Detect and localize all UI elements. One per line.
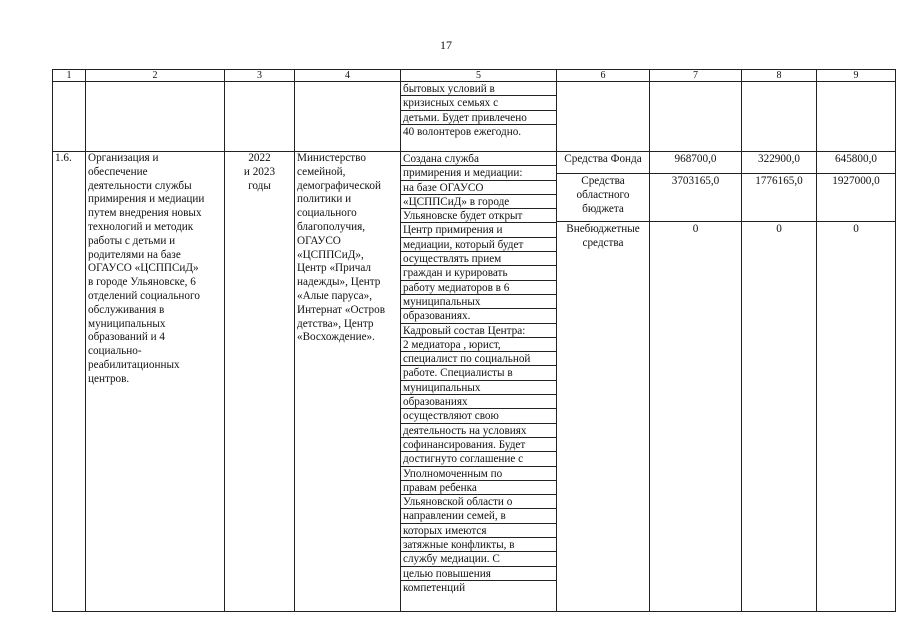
funding-value: 3703165,0 (650, 174, 741, 222)
funding-total (650, 152, 742, 612)
expected-results (401, 152, 557, 612)
funding-value: 0 (853, 223, 859, 235)
description-line: Ульяновской области о (401, 495, 556, 509)
empty-cell (225, 82, 295, 152)
program-table (52, 69, 896, 612)
measure-name-line: путем внедрения новых (88, 207, 202, 220)
description-line: затяжные конфликты, в (401, 538, 556, 552)
description-line: которых имеются (401, 524, 556, 538)
funding-2022 (742, 152, 817, 612)
description-line: работу медиаторов в 6 (401, 281, 556, 295)
measure-name-line: социально- (88, 345, 142, 358)
measure-name-line: обслуживания в (88, 303, 165, 316)
table-row (53, 152, 896, 612)
measure-name-line: ОГАУСО «ЦСППСиД» (88, 262, 199, 275)
description-line: медиации, который будет (401, 238, 556, 252)
measure-name-line: центров. (88, 372, 130, 385)
header-cell: 8 (742, 70, 817, 82)
header-cell: 6 (557, 70, 650, 82)
description-line: службу медиации. С (401, 552, 556, 566)
description-line: специалист по социальной (401, 352, 556, 366)
empty-cell (650, 82, 742, 152)
funding-value: 1927000,0 (817, 174, 895, 222)
executor-line: Министерство (297, 152, 366, 164)
description-line: 2 медиатора , юрист, (401, 338, 556, 352)
funding-value: 0 (692, 223, 699, 235)
description-line: детьми. Будет привлечено (401, 111, 556, 125)
header-cell: 5 (401, 70, 557, 82)
description-line: осуществлять прием (401, 252, 556, 266)
empty-cell (295, 82, 401, 152)
funding-value: 968700,0 (650, 152, 741, 174)
header-row (53, 70, 896, 82)
funding-sources (557, 152, 650, 612)
executor-line: «Алые паруса», (297, 289, 372, 302)
measure-name-line: Организация и (88, 152, 159, 164)
continuation-description (401, 82, 557, 152)
description-line: примирения и медиации: (401, 166, 556, 180)
period-line: 2022 (248, 152, 271, 164)
empty-cell (557, 82, 650, 152)
page-number: 17 (440, 38, 452, 52)
description-line: бытовых условий в (401, 82, 556, 96)
executor-line: «Восхождение». (297, 331, 375, 344)
executor-line: «ЦСППСиД», (297, 248, 364, 261)
description-line: Создана служба (401, 152, 556, 166)
measure-name-line: технологий и методик (88, 220, 194, 233)
description-line: образованиях (401, 395, 556, 409)
executor-line: ОГАУСО (297, 234, 341, 247)
description-line: Ульяновске будет открыт (401, 209, 556, 223)
empty-cell (86, 82, 225, 152)
funding-source: Средства Фонда (557, 152, 649, 174)
description-line: целью повышения (401, 567, 556, 581)
funding-source: Средства областного бюджета (557, 174, 649, 222)
executor-line: Центр «Причал (297, 262, 371, 275)
measure-name-line: родителями на базе (88, 248, 181, 261)
funding-value: 645800,0 (817, 152, 895, 174)
executors (295, 152, 401, 612)
measure-name-line: в городе Ульяновске, 6 (88, 276, 196, 289)
measure-name-line: образований и 4 (88, 331, 166, 344)
description-line: образованиях. (401, 309, 556, 323)
executor-line: Интернат «Остров (297, 303, 385, 316)
empty-cell (742, 82, 817, 152)
description-line: «ЦСППСиД» в городе (401, 195, 556, 209)
row-number: 1.6. (53, 152, 86, 612)
funding-source: Внебюджетные средства (566, 223, 640, 249)
funding-value: 322900,0 (742, 152, 816, 174)
measure-name-line: примирения и медиации (88, 193, 205, 206)
executor-line: благополучия, (297, 220, 366, 233)
executor-line: политики и (297, 193, 352, 206)
measure-name-line: обеспечение (88, 165, 148, 178)
header-cell: 3 (225, 70, 295, 82)
funding-value: 0 (776, 223, 782, 235)
period (225, 152, 295, 612)
description-line: Кадровый состав Центра: (401, 324, 556, 338)
measure-name-line: муниципальных (88, 317, 166, 330)
executor-line: детства», Центр (297, 317, 374, 330)
description-line: кризисных семьях с (401, 96, 556, 110)
empty-cell (817, 82, 896, 152)
period-line: и 2023 (243, 165, 276, 178)
header-cell: 9 (817, 70, 896, 82)
description-line: осуществляют свою (401, 409, 556, 423)
description-line: правам ребенка (401, 481, 556, 495)
description-line: деятельность на условиях (401, 424, 556, 438)
description-line: Центр примирения и (401, 223, 556, 237)
description-line: муниципальных (401, 295, 556, 309)
measure-name (86, 152, 225, 612)
measure-name-line: реабилитационных (88, 358, 180, 371)
description-line: работе. Специалисты в (401, 366, 556, 380)
measure-name-line: работы с детьми и (88, 234, 176, 247)
measure-name-line: деятельности службы (88, 179, 192, 192)
description-line: муниципальных (401, 381, 556, 395)
description-line: Уполномоченным по (401, 467, 556, 481)
description-line: компетенций (403, 581, 466, 594)
funding-2023 (817, 152, 896, 612)
description-line: граждан и курировать (401, 266, 556, 280)
header-cell: 2 (86, 70, 225, 82)
description-line: 40 волонтеров ежегодно. (403, 125, 522, 138)
executor-line: социального (297, 207, 357, 220)
period-line: годы (248, 179, 271, 192)
description-line: софинансирования. Будет (401, 438, 556, 452)
header-cell: 1 (53, 70, 86, 82)
description-line: направлении семей, в (401, 509, 556, 523)
continuation-row (53, 82, 896, 152)
description-line: достигнуто соглашение с (401, 452, 556, 466)
description-line: на базе ОГАУСО (401, 181, 556, 195)
executor-line: демографической (297, 179, 381, 192)
measure-name-line: отделений социального (88, 289, 200, 302)
empty-cell (53, 82, 86, 152)
executor-line: надежды», Центр (297, 276, 381, 289)
header-cell: 7 (650, 70, 742, 82)
header-cell: 4 (295, 70, 401, 82)
executor-line: семейной, (297, 165, 346, 178)
funding-value: 1776165,0 (742, 174, 816, 222)
